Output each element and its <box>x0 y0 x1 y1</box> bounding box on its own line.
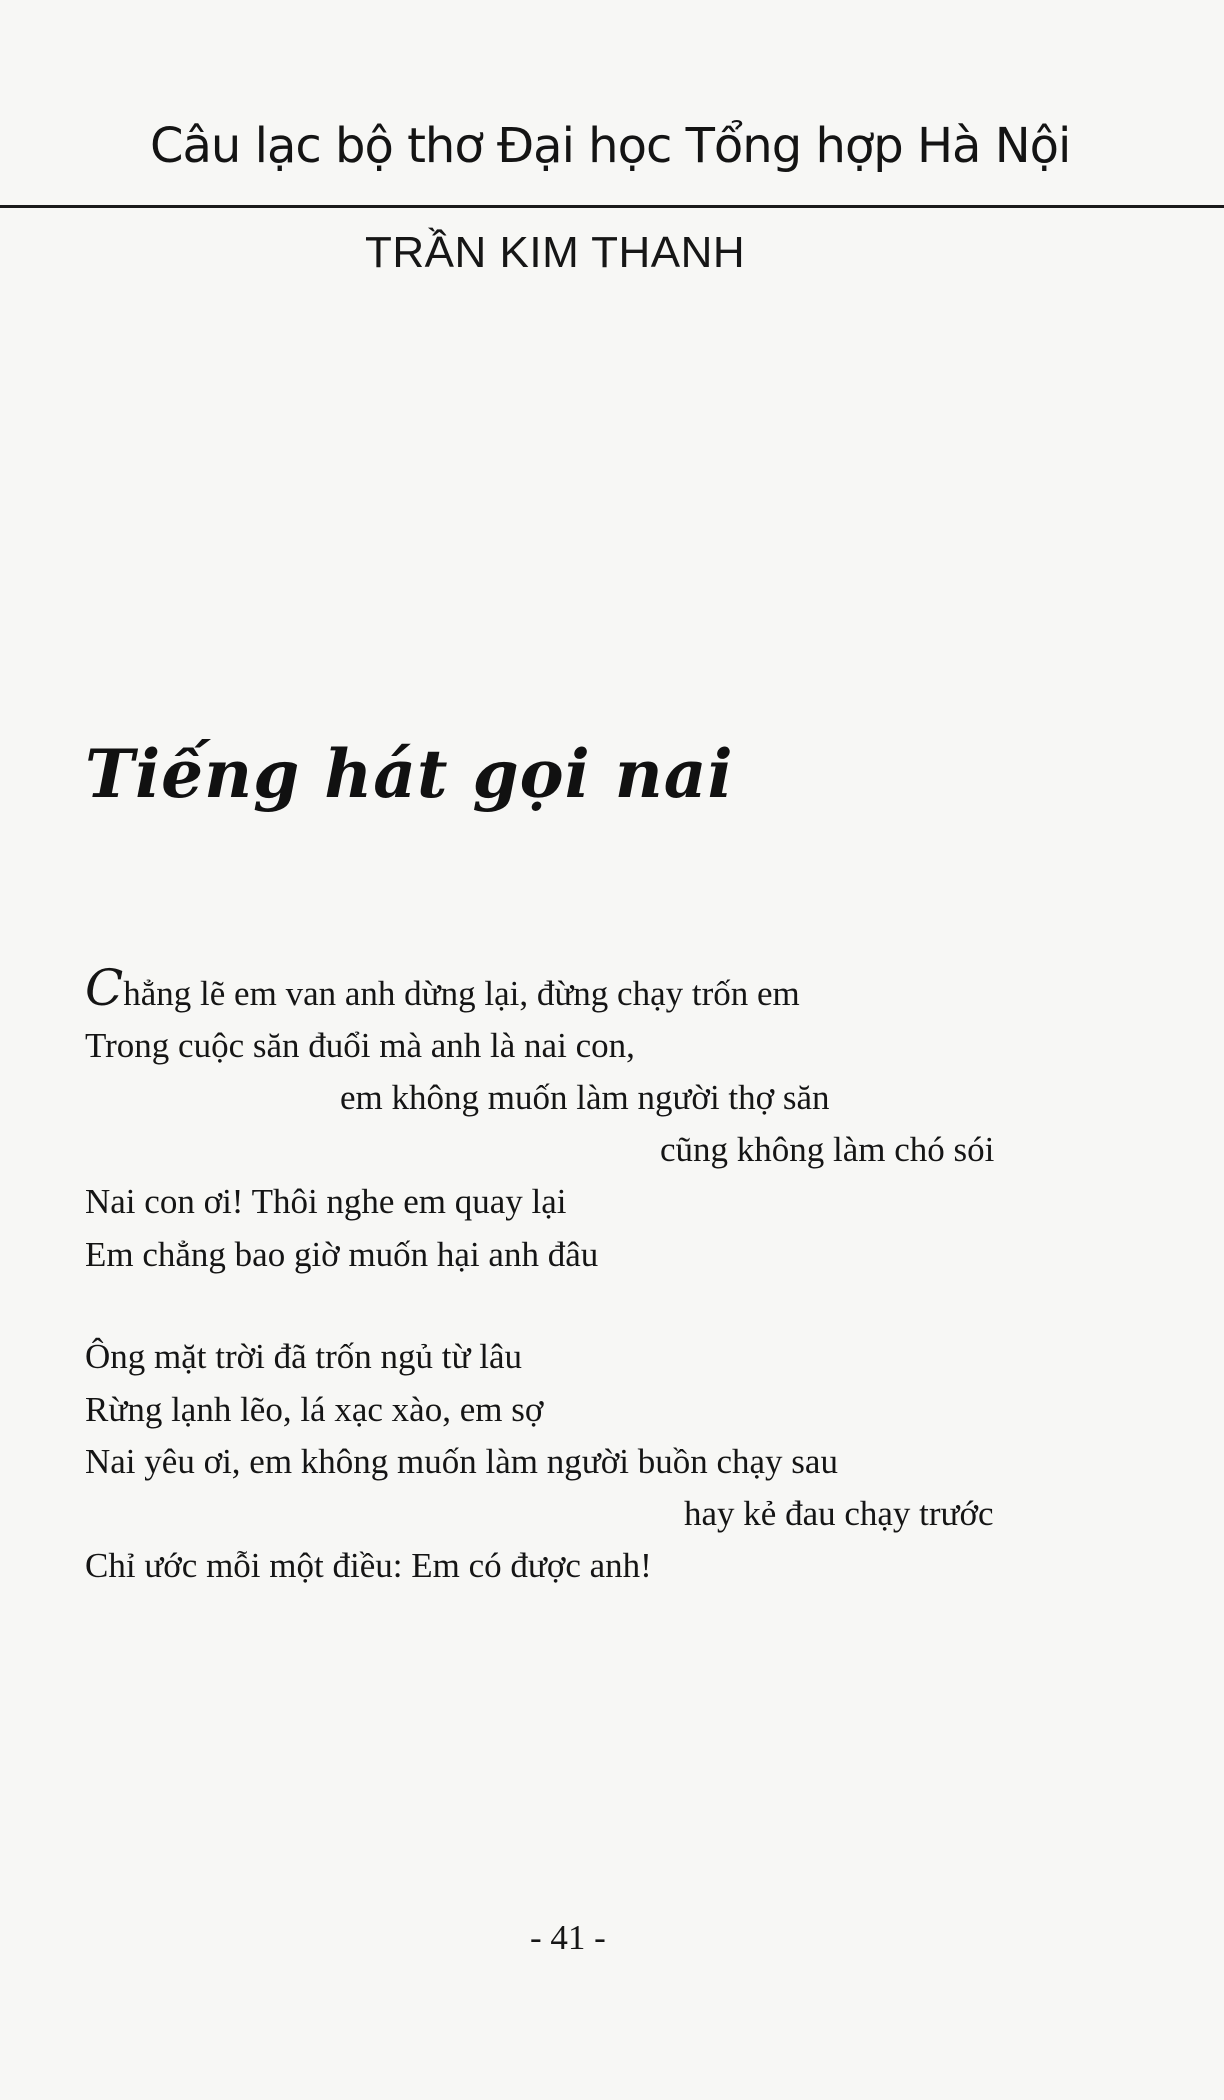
poem-line: em không muốn làm người thợ săn <box>340 1078 830 1117</box>
page-number: - 41 - <box>530 1918 606 1957</box>
poem-line: Em chẳng bao giờ muốn hại anh đâu <box>85 1235 599 1274</box>
poem-line: cũng không làm chó sói <box>660 1130 995 1169</box>
poem-line: Nai con ơi! Thôi nghe em quay lại <box>85 1182 567 1221</box>
poem-line: hay kẻ đau chạy trước <box>684 1494 994 1533</box>
poem-line: Trong cuộc săn đuổi mà anh là nai con, <box>85 1026 635 1065</box>
poem-line-text: hẳng lẽ em van anh dừng lại, đừng chạy trốn em <box>123 974 800 1013</box>
drop-cap: C <box>85 959 124 1017</box>
poem-line <box>85 959 800 1017</box>
running-header: Câu lạc bộ thơ Đại học Tổng hợp Hà Nội <box>150 118 1071 174</box>
poem-line: Rừng lạnh lẽo, lá xạc xào, em sợ <box>85 1390 544 1429</box>
header-rule <box>0 205 1224 208</box>
poem-line: Nai yêu ơi, em không muốn làm người buồn chạy sau <box>85 1442 838 1481</box>
poem-title: Tiếng hát gọi nai <box>85 735 734 813</box>
poem-line: Chỉ ước mỗi một điều: Em có được anh! <box>85 1546 652 1585</box>
poem-line: Ông mặt trời đã trốn ngủ từ lâu <box>85 1337 522 1376</box>
author-name: TRẦN KIM THANH <box>365 228 746 277</box>
